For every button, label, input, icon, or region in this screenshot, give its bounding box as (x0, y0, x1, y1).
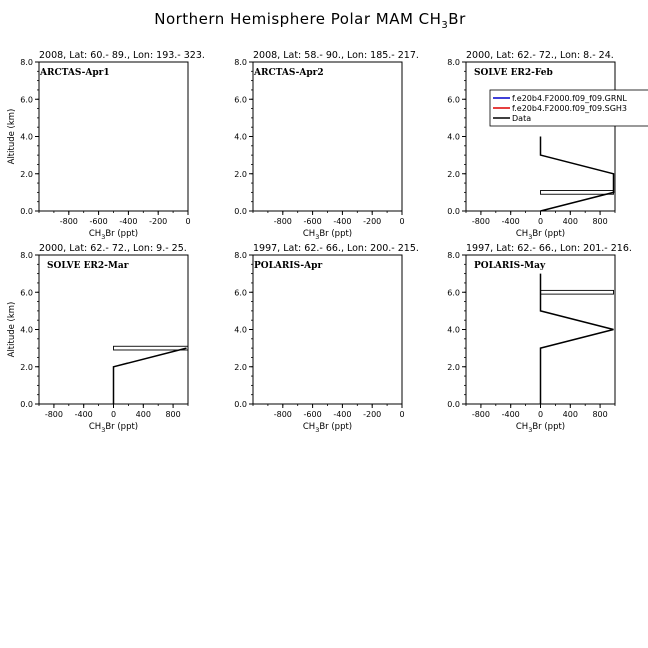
panel-label: POLARIS-Apr (254, 261, 323, 271)
y-tick-label: 2.0 (447, 169, 460, 179)
x-axis-label-sub: 3 (101, 426, 106, 434)
y-tick-label: 8.0 (20, 251, 33, 260)
x-axis-label-sub: 3 (315, 426, 320, 434)
x-axis-label-post: Br (ppt) (319, 229, 353, 239)
x-axis-label (516, 229, 565, 241)
y-tick-label: 2.0 (20, 169, 33, 179)
data-profile-line (541, 137, 614, 212)
panel-2 (234, 50, 419, 241)
x-axis-label (89, 229, 138, 241)
y-tick-label: 6.0 (20, 95, 33, 105)
y-tick-label: 0.0 (234, 207, 247, 216)
x-tick-label: -200 (363, 410, 382, 419)
x-axis-label (516, 422, 565, 434)
legend (490, 90, 648, 126)
y-tick-label: 6.0 (447, 95, 460, 105)
y-tick-label: 0.0 (447, 400, 460, 409)
y-tick-label: 0.0 (20, 207, 33, 216)
x-axis-label-post: Br (ppt) (532, 229, 566, 239)
x-tick-label: -800 (273, 410, 292, 419)
y-tick-label: 6.0 (20, 288, 33, 298)
x-axis-label-sub: 3 (101, 233, 106, 241)
x-tick-label: 400 (562, 410, 578, 419)
panel-6 (447, 243, 632, 434)
x-tick-label: -800 (471, 217, 490, 226)
y-tick-label: 0.0 (447, 207, 460, 216)
y-tick-label: 8.0 (20, 58, 33, 67)
plot-frame (39, 62, 188, 211)
y-tick-label: 8.0 (234, 58, 247, 67)
y-tick-label: 4.0 (20, 132, 33, 142)
y-tick-label: 8.0 (447, 58, 460, 67)
x-tick-label: 0 (110, 410, 117, 419)
data-range-box (114, 346, 189, 350)
y-tick-label: 4.0 (234, 325, 247, 335)
x-tick-label: -200 (149, 217, 168, 226)
x-axis-label-pre: CH (302, 422, 316, 432)
x-tick-label: -200 (363, 217, 382, 226)
panel-label: ARCTAS-Apr2 (254, 68, 324, 78)
panel-4 (7, 243, 188, 434)
panel-header: 2008, Lat: 58.- 90., Lon: 185.- 217. (253, 50, 419, 61)
x-tick-label: -800 (471, 410, 490, 419)
panel-grid (7, 50, 648, 434)
y-tick-label: 4.0 (20, 325, 33, 335)
x-tick-label: 0 (185, 217, 191, 226)
y-tick-label: 2.0 (234, 169, 247, 179)
x-tick-label: 400 (562, 217, 578, 226)
y-tick-label: 6.0 (234, 288, 247, 298)
x-axis-label-sub: 3 (528, 426, 533, 434)
y-tick-label: 0.0 (20, 400, 33, 409)
x-tick-label: -600 (89, 217, 108, 226)
panel-header: 2000, Lat: 62.- 72., Lon: 8.- 24. (466, 50, 614, 61)
x-tick-label: 0 (399, 410, 405, 419)
plot-frame (253, 255, 402, 404)
x-tick-label: 0 (537, 217, 544, 226)
y-tick-label: 6.0 (234, 95, 247, 105)
x-axis-label-post: Br (ppt) (319, 422, 353, 432)
panel-1 (7, 50, 205, 241)
y-axis-label: Altitude (km) (7, 301, 17, 358)
panel-label: ARCTAS-Apr1 (40, 68, 110, 78)
x-tick-label: 800 (592, 410, 608, 419)
panel-label: POLARIS-May (474, 261, 546, 271)
legend-entry-label: Data (512, 114, 532, 123)
x-tick-label: -400 (333, 410, 352, 419)
x-axis-label-sub: 3 (315, 233, 320, 241)
legend-entry-label: f.e20b4.F2000.f09_f09.GRNL (512, 94, 627, 103)
x-tick-label: 800 (592, 217, 608, 226)
data-profile-line (114, 348, 187, 404)
x-tick-label: -400 (501, 410, 520, 419)
x-axis-label (303, 422, 352, 434)
x-tick-label: -600 (303, 410, 322, 419)
y-tick-label: 6.0 (447, 288, 460, 298)
x-axis-label-pre: CH (515, 229, 529, 239)
x-tick-label: -800 (273, 217, 292, 226)
y-tick-label: 0.0 (234, 400, 247, 409)
x-axis-label-post: Br (ppt) (105, 229, 139, 239)
x-tick-label: -800 (59, 217, 78, 226)
figure-title: Northern Hemisphere Polar MAM $CH_3Br$ (154, 10, 466, 31)
panel-header: 2008, Lat: 60.- 89., Lon: 193.- 323. (39, 50, 205, 61)
y-tick-label: 2.0 (447, 362, 460, 372)
y-tick-label: 8.0 (447, 251, 460, 260)
x-tick-label: -400 (74, 410, 93, 419)
data-range-box (541, 191, 614, 195)
x-axis-label-pre: CH (515, 422, 529, 432)
x-axis-label-pre: CH (302, 229, 316, 239)
x-tick-label: 0 (537, 410, 544, 419)
y-tick-label: 8.0 (234, 251, 247, 260)
panel-3 (447, 50, 648, 241)
x-axis-label-post: Br (ppt) (532, 422, 566, 432)
y-tick-label: 4.0 (447, 325, 460, 335)
x-axis-label (89, 422, 138, 434)
y-tick-label: 4.0 (234, 132, 247, 142)
panel-5 (234, 243, 419, 434)
panel-label: SOLVE ER2-Mar (47, 261, 129, 271)
y-tick-label: 4.0 (447, 132, 460, 142)
x-axis-label-sub: 3 (528, 233, 533, 241)
y-tick-label: 2.0 (234, 362, 247, 372)
x-tick-label: 800 (165, 410, 181, 419)
x-axis-label (303, 229, 352, 241)
x-axis-label-post: Br (ppt) (105, 422, 139, 432)
panel-header: 2000, Lat: 62.- 72., Lon: 9.- 25. (39, 243, 187, 254)
panel-header: 1997, Lat: 62.- 66., Lon: 200.- 215. (253, 243, 419, 254)
x-tick-label: 400 (135, 410, 151, 419)
panel-label: SOLVE ER2-Feb (474, 68, 553, 78)
x-tick-label: -400 (501, 217, 520, 226)
legend-entry-label: f.e20b4.F2000.f09_f09.SGH3 (512, 104, 628, 113)
plot-frame (253, 62, 402, 211)
x-tick-label: -600 (303, 217, 322, 226)
x-axis-label-pre: CH (88, 422, 102, 432)
x-tick-label: -400 (119, 217, 138, 226)
x-tick-label: -800 (44, 410, 63, 419)
y-axis-label: Altitude (km) (7, 108, 17, 165)
panel-header: 1997, Lat: 62.- 66., Lon: 201.- 216. (466, 243, 632, 254)
data-range-box (541, 290, 614, 294)
y-tick-label: 2.0 (20, 362, 33, 372)
x-tick-label: 0 (399, 217, 405, 226)
x-axis-label-pre: CH (88, 229, 102, 239)
x-tick-label: -400 (333, 217, 352, 226)
data-profile-line (541, 274, 614, 404)
